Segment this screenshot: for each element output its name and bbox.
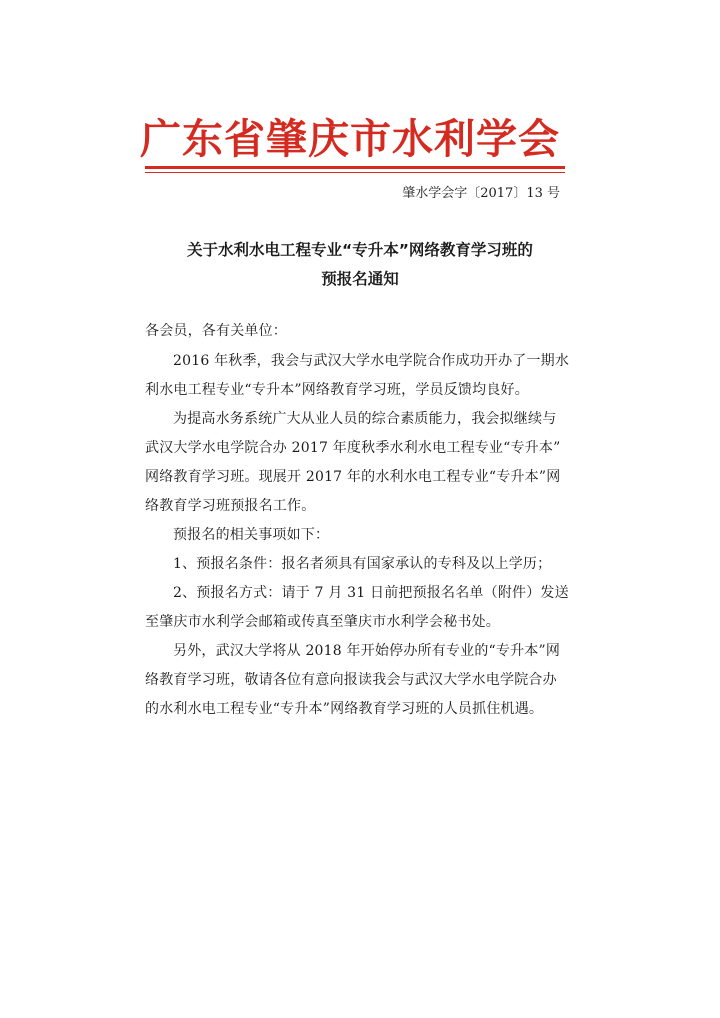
salutation: 各会员，各有关单位：	[145, 323, 287, 339]
document-title-line-1: 关于水利水电工程专业“专升本”网络教育学习班的	[187, 241, 533, 259]
list-item-1: 1、预报名条件：报名者须具有国家承认的专科及以上学历；	[173, 556, 552, 572]
letterhead-red-rule-thick	[145, 166, 565, 169]
paragraph-2-line-1: 为提高水务系统广大从业人员的综合素质能力，我会拟继续与	[173, 411, 557, 427]
list-item-2-line-2: 至肇庆市水利学会邮箱或传真至肇庆市水利学会秘书处。	[145, 614, 500, 630]
paragraph-2-line-3: 网络教育学习班。现展开 2017 年的水利水电工程专业“专升本”网	[145, 469, 561, 485]
paragraph-2-line-4: 络教育学习班预报名工作。	[145, 498, 316, 514]
paragraph-3-line-1: 预报名的相关事项如下：	[173, 527, 330, 543]
letterhead-red-rule-thin	[145, 172, 565, 173]
paragraph-1-line-1: 2016 年秋季，我会与武汉大学水电学院合作成功开办了一期水	[173, 353, 570, 369]
paragraph-4-line-2: 络教育学习班，敬请各位有意向报读我会与武汉大学水电学院合办	[145, 672, 557, 688]
letterhead-org-name: 广东省肇庆市水利学会	[140, 115, 560, 163]
document-number: 肇水学会字〔2017〕13 号	[402, 186, 560, 201]
paragraph-1-line-2: 利水电工程专业“专升本”网络教育学习班，学员反馈均良好。	[145, 382, 529, 398]
paragraph-2-line-2: 武汉大学水电学院合办 2017 年度秋季水利水电工程专业“专升本”	[145, 440, 561, 456]
paragraph-4-line-1: 另外，武汉大学将从 2018 年开始停办所有专业的“专升本”网	[173, 643, 561, 659]
list-item-2-line-1: 2、预报名方式：请于 7 月 31 日前把预报名名单（附件）发送	[173, 585, 569, 601]
document-title-line-2: 预报名通知	[321, 270, 399, 288]
paragraph-4-line-3: 的水利水电工程专业“专升本”网络教育学习班的人员抓住机遇。	[145, 701, 544, 717]
